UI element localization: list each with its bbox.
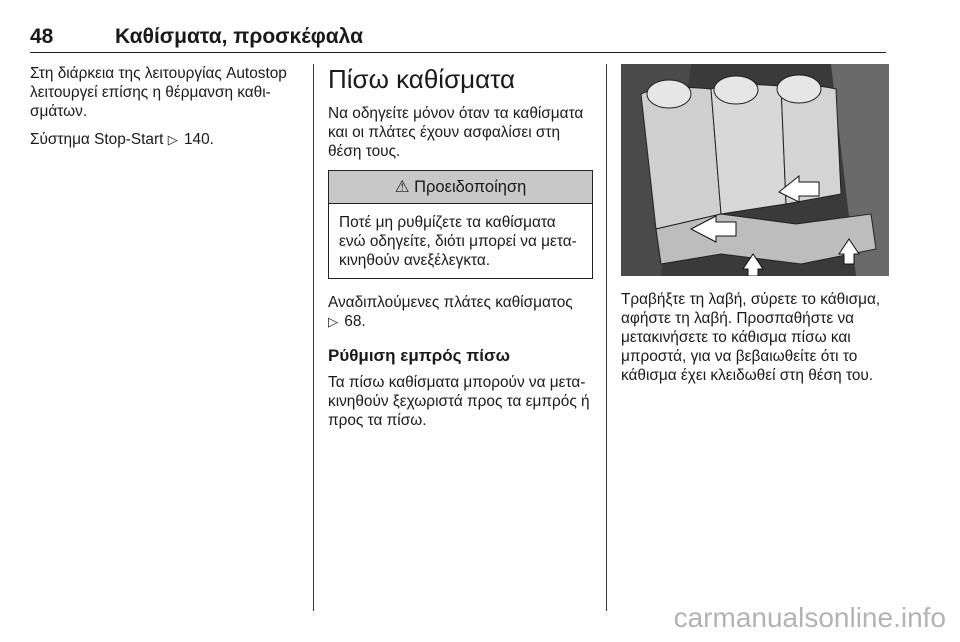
intro-paragraph: Να οδηγείτε μόνον όταν τα καθίσματα και οι πλάτες έχουν ασφαλίσει στη θέση τους.	[328, 105, 584, 160]
reference-page: 68.	[344, 313, 366, 330]
reference-page: 140.	[183, 131, 214, 148]
reference-label: Σύστημα Stop-Start	[30, 131, 164, 148]
stop-start-reference[interactable]	[30, 130, 300, 149]
reference-label: Αναδιπλούμενες πλάτες καθίσματος	[328, 294, 573, 311]
chapter-title: Καθίσματα, προσκέφαλα	[115, 25, 363, 48]
section-title: Πίσω καθίσματα	[328, 64, 516, 94]
column-divider	[606, 64, 607, 611]
right-column	[621, 64, 889, 394]
subheading: Ρύθμιση εμπρός πίσω	[328, 346, 510, 365]
adjustment-paragraph: Τα πίσω καθίσματα μπορούν να μετα-κινηθούν ξεχωριστά προς τα εμπρός ή προς τα πίσω.	[328, 374, 590, 429]
watermark: carmanualsonline.info	[673, 602, 946, 633]
warning-triangle-icon: ⚠	[394, 178, 410, 196]
reference-arrow-icon: ▷	[328, 314, 338, 329]
folding-backrest-reference[interactable]	[328, 293, 593, 331]
column-divider	[313, 64, 314, 611]
autostop-paragraph: Στη διάρκεια της λειτουργίας Autostop λειτουργεί επίσης η θέρμανση καθι-σμάτων.	[30, 65, 287, 120]
figure-caption: Τραβήξτε τη λαβή, σύρετε το κάθισμα, αφήστε τη λαβή. Προσπαθήστε να μετακινήσετε το κάθισμα πίσω και μπροστά, για να βεβαιωθείτε ότι το κάθισμα έχει κλειδωθεί στη θέση του.	[621, 291, 881, 384]
page-number: 48	[30, 25, 54, 48]
warning-header	[329, 171, 592, 204]
rear-seat-illustration	[621, 64, 889, 276]
warning-box	[328, 170, 593, 279]
middle-column	[328, 64, 593, 439]
warning-text: Ποτέ μη ρυθμίζετε τα καθίσματα ενώ οδηγείτε, διότι μπορεί να μετα-κινηθούν ανεξέλεγκτα.	[339, 214, 577, 269]
left-column	[30, 64, 300, 158]
warning-title: Προειδοποίηση	[414, 178, 527, 196]
page-header	[30, 22, 886, 53]
reference-arrow-icon: ▷	[167, 132, 178, 147]
